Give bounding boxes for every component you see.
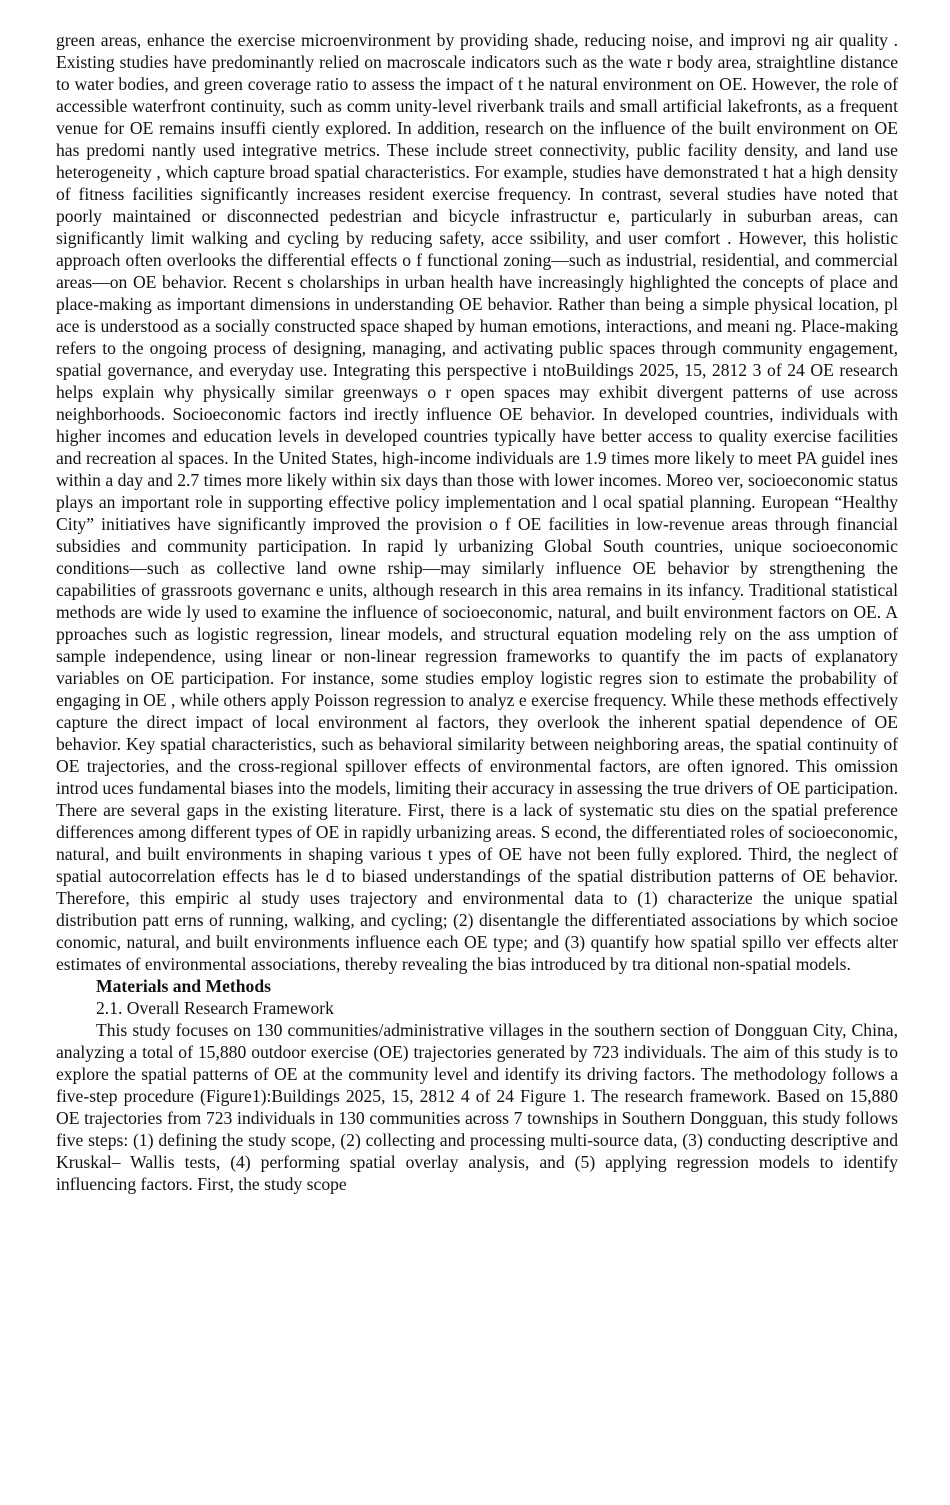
subsection-heading: 2.1. Overall Research Framework	[96, 998, 334, 1018]
section-heading: Materials and Methods	[96, 976, 271, 996]
body-paragraph: This study focuses on 130 communities/administrative villages in the southern section of Dongguan City, China, analyzing a total of 15,880 outdoor exercise (OE) trajectories generated by 723 individuals. The aim of this study is to explore the spatial patterns of OE at the community level and identify its driving factors. The methodology follows a five-step procedure (Figure1):Buildings 2025, 15, 2812 4 of 24 Figure 1. The research framework. Based on 15,880 OE trajectories from 723 individuals in 130 communities across 7 townships in Southern Dongguan, this study follows five steps: (1) defining the study scope, (2) collecting and processing multi-source data, (3) conducting descriptive and Kruskal– Wallis tests, (4) performing spatial overlay analysis, and (5) applying regression models to identify influencing factors. First, the study scope	[56, 1020, 898, 1194]
body-paragraph: green areas, enhance the exercise microenvironment by providing shade, reducing noise, and improvi ng air quality . Existing studies have predominantly relied on macroscale indicators such as the wate r body area, straightline distance to water bodies, and green coverage ratio to assess the impact of t he natural environment on OE. However, the role of accessible waterfront continuity, such as comm unity-level riverbank trails and small artificial lakefronts, as a frequent venue for OE remains insuffi ciently explored. In addition, research on the influence of the built environment on OE has predomi nantly used integrative metrics. These include street connectivity, public facility density, and land use heterogeneity , which capture broad spatial characteristics. For example, studies have demonstrated t hat a high density of fitness facilities significantly increases resident exercise frequency. In contrast, several studies have noted that poorly maintained or disconnected pedestrian and bicycle infrastructur e, particularly in suburban areas, can significantly limit walking and cycling by reducing safety, acce ssibility, and user comfort . However, this holistic approach often overlooks the differential effects o f functional zoning—such as industrial, residential, and commercial areas—on OE behavior. Recent s cholarships in urban health have increasingly highlighted the concepts of place and place-making as important dimensions in understanding OE behavior. Rather than being a simple physical location, pl ace is understood as a socially constructed space shaped by human emotions, interactions, and meani ng. Place-making refers to the ongoing process of designing, managing, and activating public spaces through community engagement, spatial governance, and everyday use. Integrating this perspective i ntoBuildings 2025, 15, 2812 3 of 24 OE research helps explain why physically similar greenways o r open spaces may exhibit divergent patterns of use across neighborhoods. Socioeconomic factors ind irectly influence OE behavior. In developed countries, individuals with higher incomes and education levels in developed countries typically have better access to quality exercise facilities and recreation al spaces. In the United States, high-income individuals are 1.9 times more likely to meet PA guidel ines within a day and 2.7 times more likely within six days than those with lower incomes. Moreo ver, socioeconomic status plays an important role in supporting effective policy implementation and l ocal spatial planning. European “Healthy City” initiatives have significantly improved the provision o f OE facilities in low-revenue areas through financial subsidies and community participation. In rapid ly urbanizing Global South countries, unique socioeconomic conditions—such as collective land owne rship—may similarly influence OE behavior by strengthening the capabilities of grassroots governanc e units, although research in this area remains in its infancy. Traditional statistical methods are wide ly used to examine the influence of socioeconomic, natural, and built environment factors on OE. A pproaches such as logistic regression, linear models, and structural equation modeling rely on the ass umption of sample independence, using linear or non-linear regression frameworks to quantify the im pacts of explanatory variables on OE participation. For instance, some studies employ logistic regres sion to estimate the probability of engaging in OE , while others apply Poisson regression to analyz e exercise frequency. While these methods effectively capture the direct impact of local environment al factors, they overlook the inherent spatial dependence of OE behavior. Key spatial characteristics, such as behavioral similarity between neighboring areas, the spatial continuity of OE trajectories, and the cross-regional spillover effects of environmental factors, are often ignored. This omission introd uces fundamental biases into the models, limiting their accuracy in assessing the true drivers of OE participation. There are several gaps in the existing literature. First, there is a lack of systematic stu dies on the spatial preference differences among different types of OE in rapidly urbanizing areas. S econd, the differentiated roles of socioeconomic, natural, and built environments in shaping various t ypes of OE have not been fully explored. Third, the neglect of spatial autocorrelation effects has le d to biased understandings of the spatial distribution patterns of OE behavior. Therefore, this empiric al study uses trajectory and environmental data to (1) characterize the unique spatial distribution patt erns of running, walking, and cycling; (2) disentangle the differentiated associations by which socioe conomic, natural, and built environments influence each OE type; and (3) quantify how spatial spillo ver effects alter estimates of environmental associations, thereby revealing the bias introduced by tra ditional non-spatial models.	[56, 30, 898, 974]
